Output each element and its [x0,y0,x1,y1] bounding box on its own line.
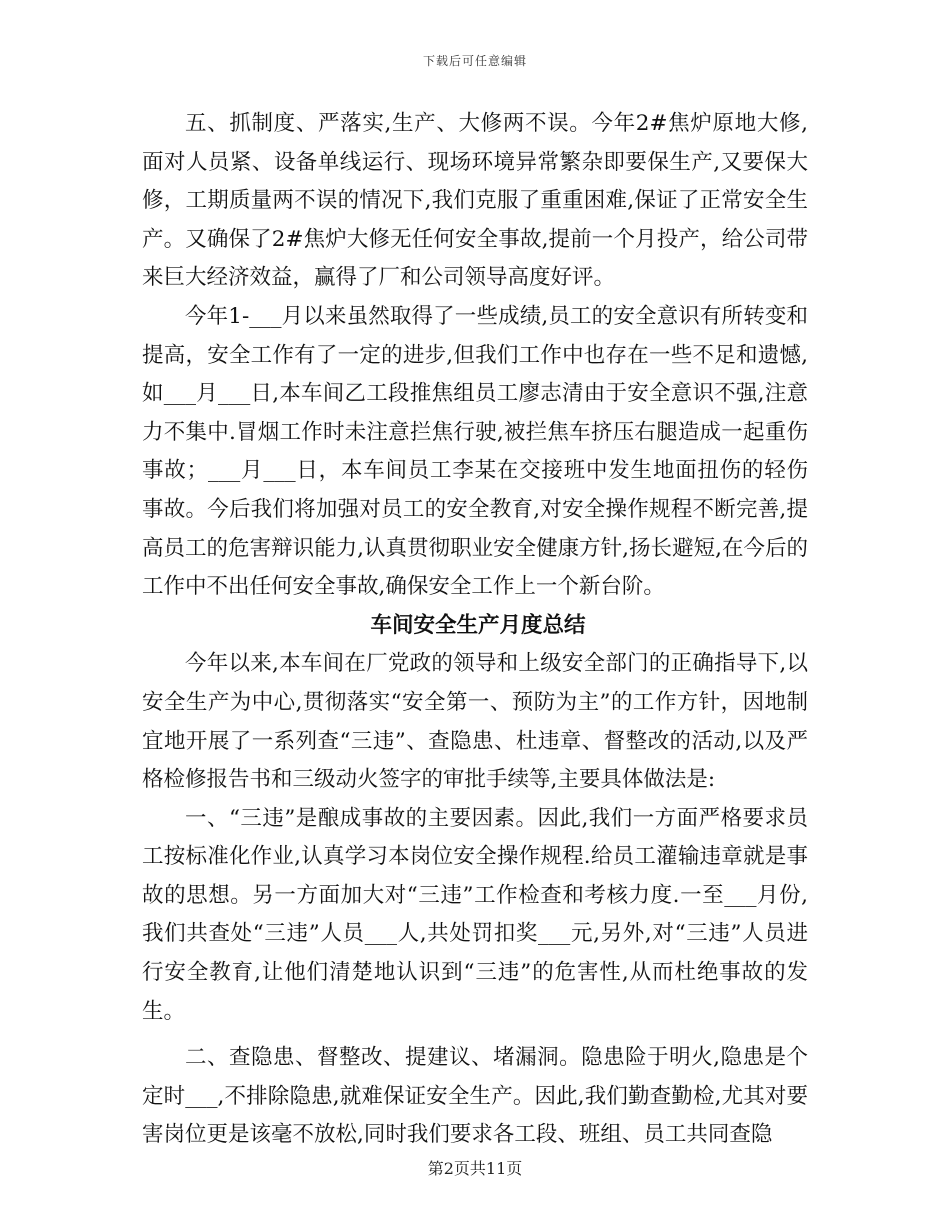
section-title: 车间安全生产月度总结 [370,612,586,638]
paragraph-three-violations: 一、“三违”是酿成事故的主要因素。因此,我们一方面严格要求员工按标准化作业,认真学习本岗位安全操作规程.给员工灌输违章就是事故的思想。另一方面加大对“三违”工作检查和考核力度.一至___月份,我们共查处“三违”人员___人,共处罚扣奖___元,另外,对“三违”人员进行安全教育,让他们清楚地认识到“三违”的危害性,从而杜绝事故的发生。 [142,805,808,1024]
paragraph-hidden-dangers: 二、查隐患、督整改、提建议、堵漏洞。隐患险于明火,隐患是个定时___,不排除隐患,就难保证安全生产。因此,我们勤查勤检,尤其对要害岗位更是该毫不放松,同时我们要求各工段、班组、员工共同查隐 [142,1045,808,1148]
page-header: 下载后可任意编辑 [422,54,527,68]
document-body [142,105,808,1155]
paragraph-shortcomings: 今年1-___月以来虽然取得了一些成绩,员工的安全意识有所转变和提高，安全工作有了一定的进步,但我们工作中也存在一些不足和遗憾,如___月___日,本车间乙工段推焦组员工廖志清由于安全意识不强,注意力不集中.冒烟工作时未注意拦焦行驶,被拦焦车挤压右腿造成一起重伤事故；___月___日，本车间员工李某在交接班中发生地面扭伤的轻伤事故。今后我们将加强对员工的安全教育,对安全操作规程不断完善,提高员工的危害辩识能力,认真贯彻职业安全健康方针,扬长避短,在今后的工作中不出任何安全事故,确保安全工作上一个新台阶。 [142,303,808,600]
page-footer: 第2页共11页 [427,1159,523,1178]
paragraph-intro: 今年以来,本车间在厂党政的领导和上级安全部门的正确指导下,以安全生产为中心,贯彻落实“安全第一、预防为主”的工作方针，因地制宜地开展了一系列查“三违”、查隐患、杜违章、督整改的活动,以及严格检修报告书和三级动火签字的审批手续等,主要具体做法是: [142,651,808,793]
paragraph-overhaul: 五、抓制度、严落实,生产、大修两不误。今年2#焦炉原地大修,面对人员紧、设备单线运行、现场环境异常繁杂即要保生产,又要保大修，工期质量两不误的情况下,我们克服了重重困难,保证了正常安全生产。又确保了2#焦炉大修无任何安全事故,提前一个月投产，给公司带来巨大经济效益，赢得了厂和公司领导高度好评。 [142,111,808,291]
